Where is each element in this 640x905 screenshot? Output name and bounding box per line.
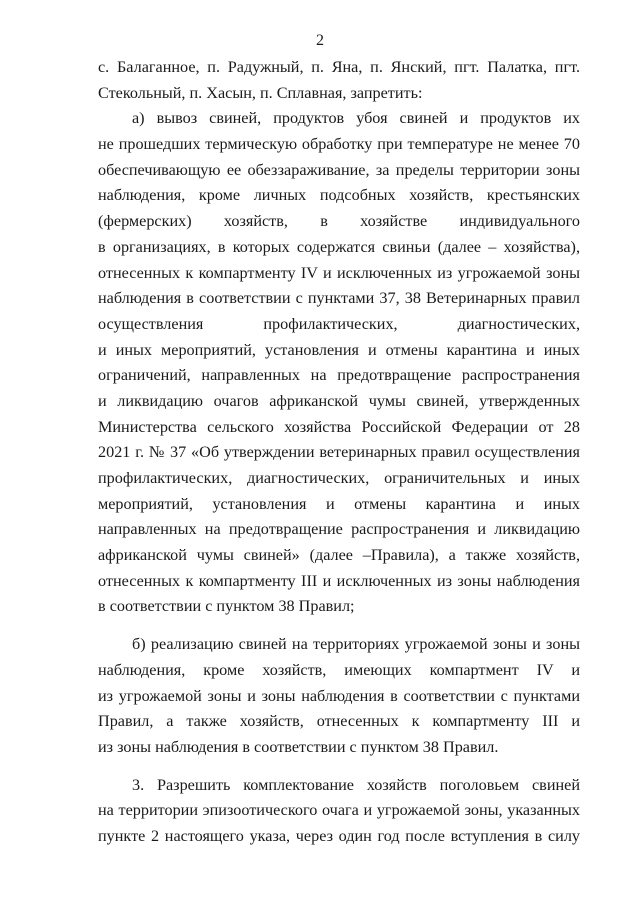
- paragraph-gap: [98, 620, 580, 632]
- text-line: африканской чумы свиней» (далее –Правила), а также хозяйств,: [98, 546, 580, 565]
- text-line: направленных на предотвращение распространения и ликвидацию: [98, 520, 580, 539]
- text-line: наблюдения в соответствии с пунктами 37, 38 Ветеринарных правил: [98, 289, 580, 308]
- text-line: обеспечивающую ее обеззараживание, за пределы территории зоны: [98, 160, 580, 179]
- text-line: отнесенных к компартменту III и исключенных из зоны наблюдения: [98, 571, 580, 590]
- text-line: наблюдения, кроме личных подсобных хозяйств, крестьянских: [98, 186, 580, 205]
- text-line: наблюдения, кроме хозяйств, имеющих компартмент IV и: [98, 660, 580, 679]
- text-line: а) вывоз свиней, продуктов убоя свиней и продуктов их: [132, 109, 580, 128]
- text-line: отнесенных к компартменту IV и исключенных из угрожаемой зоны: [98, 263, 580, 282]
- text-line: с. Балаганное, п. Радужный, п. Яна, п. Янский, пгт. Палатка, пгт.: [98, 58, 580, 76]
- text-line: в организациях, в которых содержатся свиньи (далее – хозяйства),: [98, 237, 580, 256]
- text-line: б) реализацию свиней на территориях угрожаемой зоны и зоны: [132, 635, 580, 654]
- text-line: Правил, а также хозяйств, отнесенных к компартменту III и: [98, 712, 580, 731]
- text-line: 3. Разрешить комплектование хозяйств поголовьем свиней: [132, 775, 580, 794]
- document-body: [98, 55, 580, 850]
- text-line: из зоны наблюдения в соответствии с пунктом 38 Правил.: [98, 737, 499, 756]
- text-line: из угрожаемой зоны и зоны наблюдения в соответствии с пунктами: [98, 686, 580, 705]
- text-line: 2021 г. № 37 «Об утверждении ветеринарных правил осуществления: [98, 443, 580, 462]
- text-line: Стекольный, п. Хасын, п. Сплавная, запретить:: [98, 83, 423, 102]
- text-line: ограничений, направленных на предотвращение распространения: [98, 366, 580, 385]
- text-line: Министерства сельского хозяйства Российской Федерации от 28: [98, 417, 580, 436]
- text-line: и ликвидацию очагов африканской чумы свиней, утвержденных: [98, 391, 580, 410]
- text-line: не прошедших термическую обработку при температуре не менее 70: [98, 135, 580, 154]
- text-line: и иных мероприятий, установления и отмены карантина и иных: [98, 340, 580, 359]
- text-line: осуществления профилактических, диагностических,: [98, 314, 580, 333]
- text-line: на территории эпизоотического очага и угрожаемой зоны, указанных: [98, 801, 580, 820]
- text-line: (фермерских) хозяйств, в хозяйстве индивидуального: [98, 212, 580, 231]
- text-line: мероприятий, установления и отмены карантина и иных: [98, 494, 580, 513]
- paragraph-gap: [98, 761, 580, 773]
- text-line: пункте 2 настоящего указа, через один год после вступления в силу: [98, 826, 580, 845]
- text-line: профилактических, диагностических, ограничительных и иных: [98, 469, 580, 487]
- text-line: в соответствии с пунктом 38 Правил;: [98, 597, 355, 616]
- page-number: 2: [316, 32, 324, 49]
